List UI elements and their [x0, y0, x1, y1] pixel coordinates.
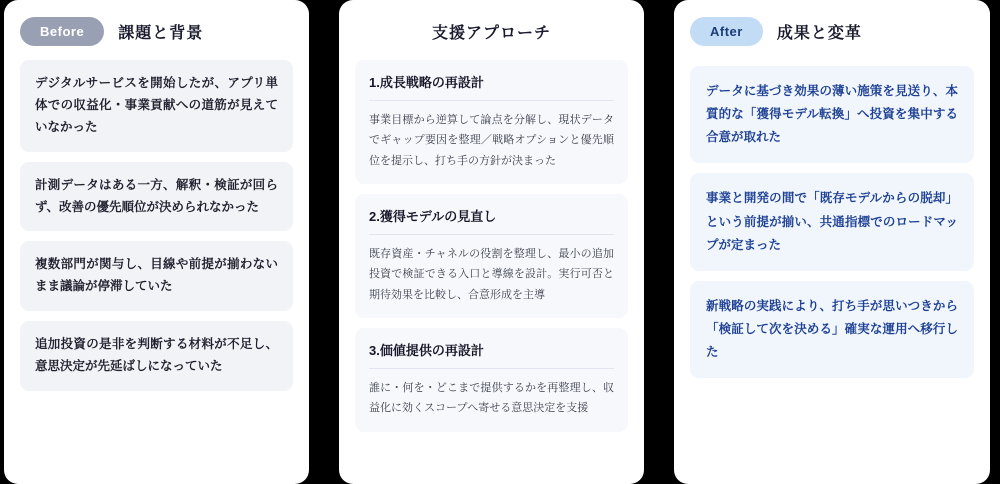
column-after-title: 成果と変革 — [776, 24, 862, 42]
approach-step-body: 事業目標から逆算して論点を分解し、現状データでギャップ要因を整理／戦略オプションと優先順位を提示し、打ち手の方針が決まった — [369, 114, 614, 167]
column-approach-header — [355, 16, 628, 46]
approach-step-body: 既存資産・チャネルの役割を整理し、最小の追加投資で検証できる入口と導線を設計。実行可否と期待効果を比較し、合意形成を主導 — [369, 248, 614, 301]
column-approach-cards — [355, 60, 628, 432]
list-item: 計測データはある一方、解釈・検証が回らず、改善の優先順位が決められなかった — [20, 162, 293, 232]
status-badge-before: Before — [20, 17, 104, 46]
approach-step-title: 3.価値提供の再設計 — [369, 340, 614, 369]
list-item: 複数部門が関与し、目線や前提が揃わないまま議論が停滞していた — [20, 241, 293, 311]
column-after-cards — [690, 66, 974, 378]
list-item: デジタルサービスを開始したが、アプリ単体での収益化・事業貢献への道筋が見えていなかった — [20, 60, 293, 152]
column-before-title: 課題と背景 — [118, 24, 204, 42]
list-item: データに基づき効果の薄い施策を見送り、本質的な「獲得モデル転換」へ投資を集中する合意が取れた — [690, 66, 974, 163]
column-approach — [339, 0, 644, 484]
approach-step-title: 1.成長戦略の再設計 — [369, 72, 614, 101]
list-item — [355, 194, 628, 318]
list-item: 追加投資の是非を判断する材料が不足し、意思決定が先延ばしになっていた — [20, 321, 293, 391]
column-before-cards — [20, 60, 293, 391]
column-before-header — [20, 16, 293, 46]
column-after-header — [690, 16, 974, 46]
column-after — [674, 0, 990, 484]
column-approach-title: 支援アプローチ — [431, 24, 551, 42]
list-item — [355, 328, 628, 432]
list-item — [355, 60, 628, 184]
list-item: 事業と開発の間で「既存モデルからの脱却」という前提が揃い、共通指標でのロードマップが定まった — [690, 173, 974, 270]
status-badge-after: After — [690, 17, 763, 46]
list-item: 新戦略の実践により、打ち手が思いつきから「検証して次を決める」確実な運用へ移行した — [690, 281, 974, 378]
approach-step-body: 誰に・何を・どこまで提供するかを再整理し、収益化に効くスコープへ寄せる意思決定を支援 — [369, 382, 614, 415]
approach-step-title: 2.獲得モデルの見直し — [369, 206, 614, 235]
column-before — [4, 0, 309, 484]
